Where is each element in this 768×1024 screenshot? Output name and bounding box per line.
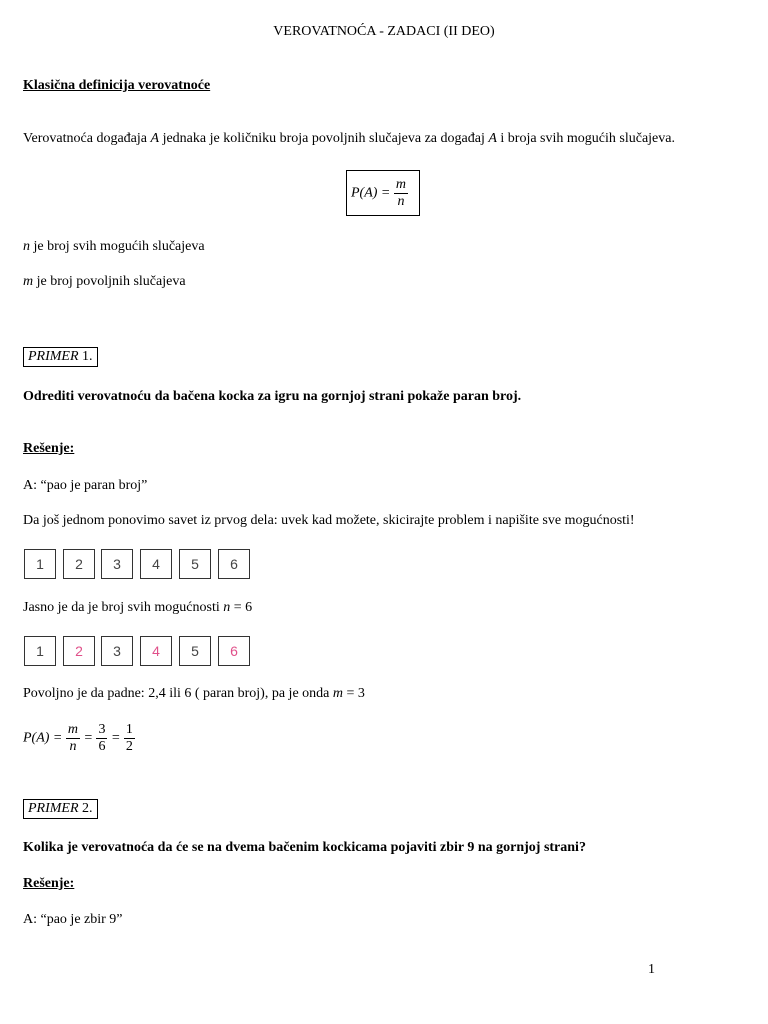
calc-f2-num: 3 (98, 722, 106, 737)
calc-f3-num: 1 (125, 722, 133, 737)
section-heading: Klasična definicija verovatnoće (23, 78, 211, 93)
calc-fraction-3 (124, 722, 135, 755)
formula-lhs: P(A) = (351, 185, 391, 201)
probability-calculation (23, 722, 135, 755)
calc-equals-2: = (110, 730, 121, 746)
formula-denominator: n (397, 194, 405, 209)
page-number: 1 (648, 962, 655, 977)
formula-numerator: m (395, 177, 406, 192)
primer-1-word: PRIMER (28, 349, 79, 364)
outcome-box: 1 (24, 636, 56, 666)
primer-1-number: 1. (78, 349, 93, 364)
primer-2-number: 2. (78, 801, 93, 816)
outcome-box: 3 (101, 549, 133, 579)
primer-1-event: A: “pao je paran broj” (23, 478, 148, 493)
outcome-box: 2 (63, 636, 95, 666)
calc-f1-num: m (67, 722, 78, 737)
all-count-text: Jasno je da je broj svih mogućnosti (23, 600, 224, 615)
primer-2-event: A: “pao je zbir 9” (23, 912, 123, 927)
n-description (23, 239, 205, 255)
all-count-value: = 6 (230, 600, 253, 615)
calc-f2-den: 6 (98, 739, 106, 754)
outcome-box: 4 (140, 636, 172, 666)
calc-fraction-2 (96, 722, 107, 755)
n-desc-text: je broj svih mogućih slučajeva (30, 239, 205, 254)
var-a: A (150, 131, 160, 146)
primer-1-task: Odrediti verovatnoću da bačena kocka za igru na gornjoj strani pokaže paran broj. (23, 389, 522, 404)
definition-suffix: i broja svih mogućih slučajeva. (496, 131, 675, 146)
outcome-box: 5 (179, 636, 211, 666)
all-count-var: n (223, 600, 231, 615)
favorable-line (23, 686, 365, 702)
primer-2-label (23, 799, 98, 819)
outcome-box: 4 (140, 549, 172, 579)
formula-fraction (394, 177, 408, 210)
definition-middle: jednaka je količniku broja povoljnih slučajeva za događaj (159, 131, 489, 146)
outcome-box: 3 (101, 636, 133, 666)
calc-equals-1: = (83, 730, 93, 746)
outcome-box: 5 (179, 549, 211, 579)
calc-fraction-1 (66, 722, 80, 755)
outcome-box: 6 (218, 636, 250, 666)
calc-lhs: P(A) = (23, 730, 63, 746)
definition-prefix: Verovatnoća događaja (23, 131, 151, 146)
primer-1-solution-label: Rešenje: (23, 441, 75, 456)
outcome-box: 1 (24, 549, 56, 579)
outcome-box: 2 (63, 549, 95, 579)
primer-2-solution-label: Rešenje: (23, 876, 75, 891)
calc-f1-den: n (69, 739, 77, 754)
primer-2-task: Kolika je verovatnoća da će se na dvema bačenim kockicama pojaviti zbir 9 na gornjoj strani? (23, 840, 586, 855)
calc-f3-den: 2 (125, 739, 133, 754)
favorable-value: = 3 (343, 686, 365, 701)
var-m: m (23, 274, 34, 289)
document-title: VEROVATNOĆA - ZADACI (II DEO) (273, 24, 495, 39)
all-count-line (23, 600, 252, 616)
primer-2-word: PRIMER (28, 801, 79, 816)
primer-1-label (23, 347, 98, 367)
var-a-2: A (488, 131, 497, 146)
m-description (23, 274, 186, 290)
m-desc-text: je broj povoljnih slučajeva (33, 274, 186, 289)
var-n: n (23, 239, 30, 254)
favorable-var: m (332, 686, 343, 701)
outcome-box: 6 (218, 549, 250, 579)
definition-text (23, 131, 675, 147)
primer-1-advice: Da još jednom ponovimo savet iz prvog dela: uvek kad možete, skicirajte problem i napišite sve mogućnosti! (23, 513, 635, 528)
favorable-text: Povoljno je da padne: 2,4 ili 6 ( paran broj), pa je onda (23, 686, 333, 701)
formula-box (346, 170, 420, 216)
